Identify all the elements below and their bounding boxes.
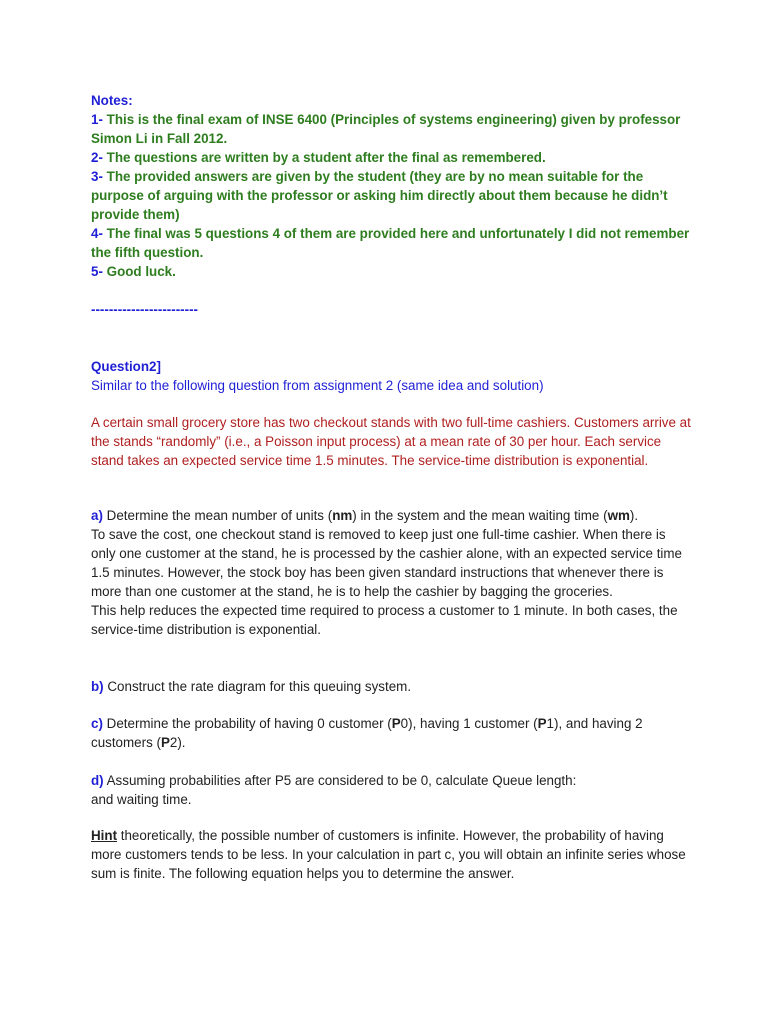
- part-a-text: ) in the system and the mean waiting time (: [352, 508, 608, 523]
- note-item: [91, 110, 691, 148]
- part-b-label: b): [91, 679, 104, 694]
- note-text: The final was 5 questions 4 of them are provided here and unfortunately I did not remember the fifth question.: [91, 226, 690, 260]
- notes-heading: Notes:: [91, 93, 133, 108]
- p-symbol: P: [391, 716, 401, 731]
- note-text: Good luck.: [106, 264, 176, 279]
- note-item: [91, 224, 691, 262]
- part-a-context: To save the cost, one checkout stand is removed to keep just one full-time cashier. When there is only one customer at the stand, he is processed by the cashier alone, with an expected service time 1.5 minutes. However, the stock boy has been given standard instructions that whenever there is more than one customer at the stand, he is to help the cashier by bagging the groceries.: [91, 527, 682, 599]
- nm-symbol: nm: [332, 508, 353, 523]
- note-number: 2-: [91, 150, 103, 165]
- hint-label: Hint: [91, 828, 118, 843]
- part-c-text: ), and having 2 customers (: [91, 716, 643, 750]
- part-d-label: d): [91, 773, 104, 788]
- part-c-text: ), having 1 customer (: [408, 716, 538, 731]
- part-b-text: Construct the rate diagram for this queuing system.: [107, 679, 412, 694]
- separator-line: ------------------------: [91, 302, 199, 317]
- note-number: 5-: [91, 264, 103, 279]
- part-c-label: c): [91, 716, 103, 731]
- part-a-question: [91, 506, 691, 525]
- part-a-context-2: This help reduces the expected time required to process a customer to 1 minute. In both cases, the service-time distribution is exponential.: [91, 603, 678, 637]
- note-item: [91, 167, 691, 224]
- note-number: 1-: [91, 112, 103, 127]
- part-d: [91, 771, 691, 809]
- wm-symbol: wm: [607, 508, 630, 523]
- part-b: [91, 677, 691, 696]
- p-symbol: P: [160, 735, 170, 750]
- note-item: [91, 262, 691, 281]
- p-subscript: 1: [546, 716, 554, 731]
- part-d-line-2: and waiting time.: [91, 792, 192, 807]
- p-subscript: 0: [400, 716, 409, 731]
- part-c-text: ).: [177, 735, 186, 750]
- p-symbol: P: [537, 716, 547, 731]
- part-a-label: a): [91, 508, 103, 523]
- part-d-line: [91, 771, 691, 790]
- note-text: This is the final exam of INSE 6400 (Principles of systems engineering) given by professor Simon Li in Fall 2012.: [91, 112, 681, 146]
- part-a-text: ).: [629, 508, 639, 523]
- note-text: The questions are written by a student after the final as remembered.: [106, 150, 546, 165]
- part-c-text: Determine the probability of having 0 customer (: [106, 716, 392, 731]
- question-title: Question2]: [91, 359, 161, 374]
- note-number: 3-: [91, 169, 103, 184]
- part-c: [91, 714, 691, 752]
- note-text: The provided answers are given by the student (they are by no mean suitable for the purpose of arguing with the professor or asking him directly about them because he didn’t provide them): [91, 169, 668, 222]
- question-intro: Similar to the following question from assignment 2 (same idea and solution): [91, 378, 544, 393]
- notes-section: [91, 91, 691, 281]
- question-section: [91, 357, 691, 395]
- part-a: [91, 506, 691, 639]
- problem-statement: A certain small grocery store has two checkout stands with two full-time cashiers. Customers arrive at the stands “randomly” (i.e., a Poisson input process) at a mean rate of 30 per hour. Each service stand takes an expected service time 1.5 minutes. The service-time distribution is exponential.: [91, 415, 691, 468]
- p-subscript: 2: [169, 735, 178, 750]
- hint-paragraph: [91, 826, 691, 883]
- part-d-text: Assuming probabilities after P5 are considered to be 0, calculate Queue length:: [106, 773, 577, 788]
- note-number: 4-: [91, 226, 103, 241]
- note-item: [91, 148, 691, 167]
- hint-text: theoretically, the possible number of customers is infinite. However, the probability of having more customers tends to be less. In your calculation in part c, you will obtain an infinite series whose sum is finite. The following equation helps you to determine the answer.: [91, 828, 686, 881]
- part-a-text: Determine the mean number of units (: [106, 508, 333, 523]
